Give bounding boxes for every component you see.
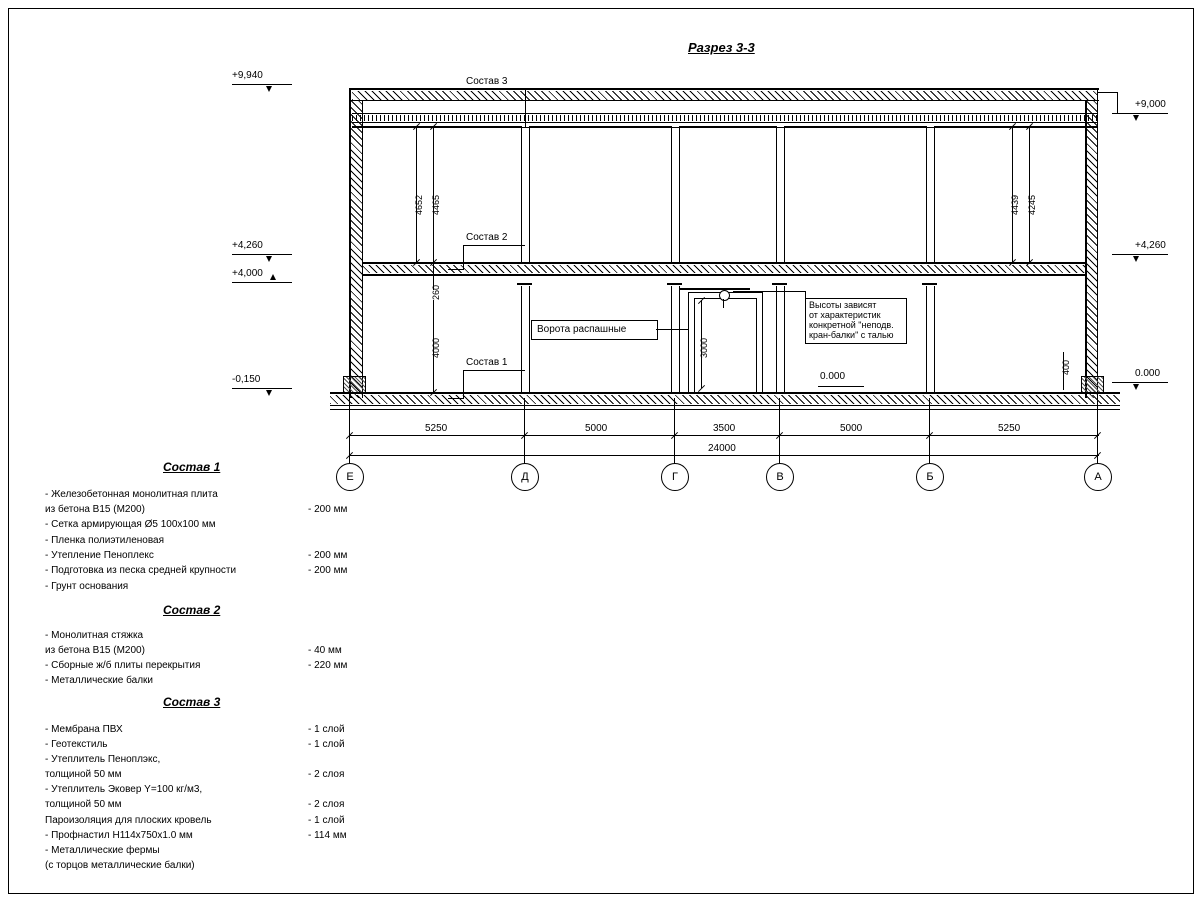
spec-3-row-5-text: толщиной 50 мм xyxy=(45,799,122,810)
spec-2-title: Состав 2 xyxy=(163,603,221,617)
hoist-hook-line xyxy=(723,299,724,308)
spec-2-row-1-value: - 40 мм xyxy=(308,645,342,656)
gate-leaf-right xyxy=(756,298,757,392)
level-left-3: +4,000 xyxy=(232,268,263,279)
truss-bottom-chord xyxy=(352,126,1097,128)
floor-slab-top xyxy=(362,262,1086,264)
level-left-2-arrow xyxy=(266,256,272,262)
callout-sostav2-leader-v xyxy=(463,245,464,269)
column-upper-g xyxy=(671,126,680,262)
axis-bubble-e[interactable]: Е xyxy=(336,463,364,491)
column-lower-g xyxy=(671,286,680,392)
axis-bubble-v[interactable]: В xyxy=(766,463,794,491)
callout-sostav2-underline xyxy=(463,245,525,246)
column-lower-b xyxy=(926,286,935,392)
column-lower-d-plate xyxy=(517,283,532,285)
ground-line xyxy=(330,409,1120,410)
spec-2-row-3-text: - Металлические балки xyxy=(45,675,153,686)
floor-slab-hatch xyxy=(362,265,1086,273)
level-right-2: +4,260 xyxy=(1135,240,1166,251)
spec-1-row-4-value: - 200 мм xyxy=(308,550,348,561)
dim-4439: 4439 xyxy=(1010,194,1020,215)
column-lower-d xyxy=(521,286,530,392)
left-footing-r xyxy=(365,376,366,392)
level-right-1: +9,000 xyxy=(1135,99,1166,110)
spec-3-row-2-text: - Утеплитель Пеноплэкс, xyxy=(45,754,161,765)
callout-sostav1-leader-v xyxy=(463,370,464,398)
column-upper-g-cap xyxy=(666,127,683,128)
callout-sostav1-underline xyxy=(463,370,525,371)
level-right-3: 0.000 xyxy=(1135,368,1161,379)
spec-3-row-7-value: - 114 мм xyxy=(308,830,347,841)
deck-line-top xyxy=(352,113,1097,114)
axis-bubble-b[interactable]: Б xyxy=(916,463,944,491)
ground-slab-bottom xyxy=(330,405,1120,406)
gate-right-jamb xyxy=(762,292,763,392)
deck-profile-hatch xyxy=(352,115,1097,121)
floor-slab-bottom xyxy=(362,274,1086,276)
spec-3-title: Состав 3 xyxy=(163,695,221,709)
spec-3-row-7-text: - Профнастил Н114х750х1.0 мм xyxy=(45,830,193,841)
crane-note-line-3: конкретной "неподв. xyxy=(809,320,894,330)
left-wall-inner xyxy=(362,100,363,398)
gate-leaf-left xyxy=(694,298,695,392)
gates-callout-label: Ворота распашные xyxy=(537,324,627,335)
axis-bubble-d[interactable]: Д xyxy=(511,463,539,491)
column-lower-g-plate xyxy=(667,283,682,285)
level-right-3-arrow xyxy=(1133,384,1139,390)
dim-4465: 4465 xyxy=(431,194,441,215)
spec-1-row-3-text: - Пленка полиэтиленовая xyxy=(45,535,165,546)
total-dim-line xyxy=(349,455,1099,456)
crane-note-line-4: кран-балки" с талью xyxy=(809,330,894,340)
level-left-2-line xyxy=(232,254,292,255)
dim-4000: 4000 xyxy=(431,337,441,358)
column-lower-b-plate xyxy=(922,283,937,285)
spec-3-row-1-text: - Геотекстиль xyxy=(45,739,108,750)
column-upper-d-cap xyxy=(516,127,533,128)
dim-400: 400 xyxy=(1061,359,1071,375)
column-upper-d xyxy=(521,126,530,262)
spec-3-row-5-value: - 2 слоя xyxy=(308,799,345,810)
crane-note-line-2: от характеристик xyxy=(809,310,881,320)
spec-1-title: Состав 1 xyxy=(163,460,221,474)
ground-slab-top xyxy=(330,392,1120,394)
level-left-4-line xyxy=(232,388,292,389)
roof-extension-right-v xyxy=(1117,92,1118,114)
deck-line-bottom xyxy=(352,122,1097,123)
level-right-2-arrow xyxy=(1133,256,1139,262)
axis-bubble-a[interactable]: А xyxy=(1084,463,1112,491)
roof-bottom-line xyxy=(349,100,1099,101)
crane-note-leader-h xyxy=(733,291,805,292)
spec-2-row-0-text: - Монолитная стяжка xyxy=(45,630,144,641)
level-right-1-arrow xyxy=(1133,115,1139,121)
span-dim-4: 5000 xyxy=(840,423,863,434)
spec-3-row-9-text: (с торцов металлические балки) xyxy=(45,860,195,871)
spec-1-row-6-text: - Грунт основания xyxy=(45,581,129,592)
spec-1-row-4-text: - Утепление Пеноплекс xyxy=(45,550,154,561)
level-left-3-line xyxy=(232,282,292,283)
crane-beam xyxy=(680,288,750,290)
level-right-2-line xyxy=(1112,254,1168,255)
spec-1-row-1-text: из бетона В15 (М200) xyxy=(45,504,145,515)
column-upper-v-cap xyxy=(771,127,788,128)
left-wall-hatch xyxy=(351,100,362,398)
callout-sostav3-leader-v xyxy=(525,89,526,127)
level-right-1-line xyxy=(1112,113,1168,114)
spec-3-row-3-value: - 2 слоя xyxy=(308,769,345,780)
spec-3-row-8-text: - Металлические фермы xyxy=(45,845,160,856)
axis-bubble-g[interactable]: Г xyxy=(661,463,689,491)
spec-1-row-1-value: - 200 мм xyxy=(308,504,348,515)
right-footing-r xyxy=(1103,376,1104,392)
zero-level-inside: 0.000 xyxy=(820,371,846,382)
level-left-4-arrow xyxy=(266,390,272,396)
sheet-border xyxy=(8,8,1194,894)
right-wall-outer xyxy=(1097,88,1098,398)
level-left-1: +9,940 xyxy=(232,70,263,81)
callout-sostav1-leader-h xyxy=(448,398,464,399)
dim-4245: 4245 xyxy=(1027,194,1037,215)
hoist-pulley-icon xyxy=(719,290,730,301)
spec-1-row-5-value: - 200 мм xyxy=(308,565,348,576)
spec-3-row-3-text: толщиной 50 мм xyxy=(45,769,122,780)
spec-2-row-1-text: из бетона В15 (М200) xyxy=(45,645,145,656)
span-dim-2: 5000 xyxy=(585,423,608,434)
dim-3000: 3000 xyxy=(699,337,709,358)
spec-3-row-4-text: - Утеплитель Эковер Y=100 кг/м3, xyxy=(45,784,203,795)
roof-hatch xyxy=(352,91,1097,100)
callout-sostav3: Состав 3 xyxy=(466,76,508,87)
crane-note-line-1: Высоты зависят xyxy=(809,300,877,310)
column-upper-v xyxy=(776,126,785,262)
spec-3-row-6-value: - 1 слой xyxy=(308,815,345,826)
callout-sostav3-underline xyxy=(463,89,525,90)
callout-sostav2: Состав 2 xyxy=(466,232,508,243)
spec-3-row-0-text: - Мембрана ПВХ xyxy=(45,724,123,735)
spec-2-row-2-value: - 220 мм xyxy=(308,660,348,671)
span-dim-3: 3500 xyxy=(713,423,736,434)
level-left-2: +4,260 xyxy=(232,240,263,251)
spec-1-row-5-text: - Подготовка из песка средней крупности xyxy=(45,565,237,576)
dim-4652: 4652 xyxy=(414,194,424,215)
column-upper-b-cap xyxy=(921,127,938,128)
roof-extension-right xyxy=(1097,92,1117,93)
level-left-1-line xyxy=(232,84,292,85)
spec-1-row-2-text: - Сетка армирующая Ø5 100х100 мм xyxy=(45,519,216,530)
column-lower-v xyxy=(776,286,785,392)
total-dim: 24000 xyxy=(708,443,736,454)
span-dim-5: 5250 xyxy=(998,423,1021,434)
column-upper-b xyxy=(926,126,935,262)
spec-3-row-0-value: - 1 слой xyxy=(308,724,345,735)
callout-sostav2-leader-h xyxy=(448,269,464,270)
span-dim-1: 5250 xyxy=(425,423,448,434)
level-left-1-arrow xyxy=(266,86,272,92)
callout-sostav3-dot xyxy=(463,89,464,90)
callout-sostav1: Состав 1 xyxy=(466,357,508,368)
gate-left-jamb xyxy=(688,292,689,392)
level-left-4: -0,150 xyxy=(232,374,261,385)
drawing-title: Разрез 3-3 xyxy=(688,40,755,55)
spec-3-row-6-text: Пароизоляция для плоских кровель xyxy=(45,815,212,826)
zero-level-inside-line xyxy=(818,386,864,387)
dim-chain-line xyxy=(349,435,1099,436)
dim-260: 260 xyxy=(431,284,441,300)
right-wall-hatch xyxy=(1086,100,1097,398)
level-right-3-line xyxy=(1112,382,1168,383)
right-footing-fill xyxy=(1082,377,1103,392)
left-footing-fill xyxy=(344,377,365,392)
ground-slab-hatch xyxy=(330,395,1120,404)
gates-callout-leader xyxy=(656,329,688,330)
column-lower-v-plate xyxy=(772,283,787,285)
level-left-3-arrow xyxy=(270,274,276,280)
spec-3-row-1-value: - 1 слой xyxy=(308,739,345,750)
spec-2-row-2-text: - Сборные ж/б плиты перекрытия xyxy=(45,660,201,671)
spec-1-row-0-text: - Железобетонная монолитная плита xyxy=(45,489,218,500)
crane-note-leader-v xyxy=(805,291,806,300)
roof-top-line xyxy=(349,88,1099,90)
